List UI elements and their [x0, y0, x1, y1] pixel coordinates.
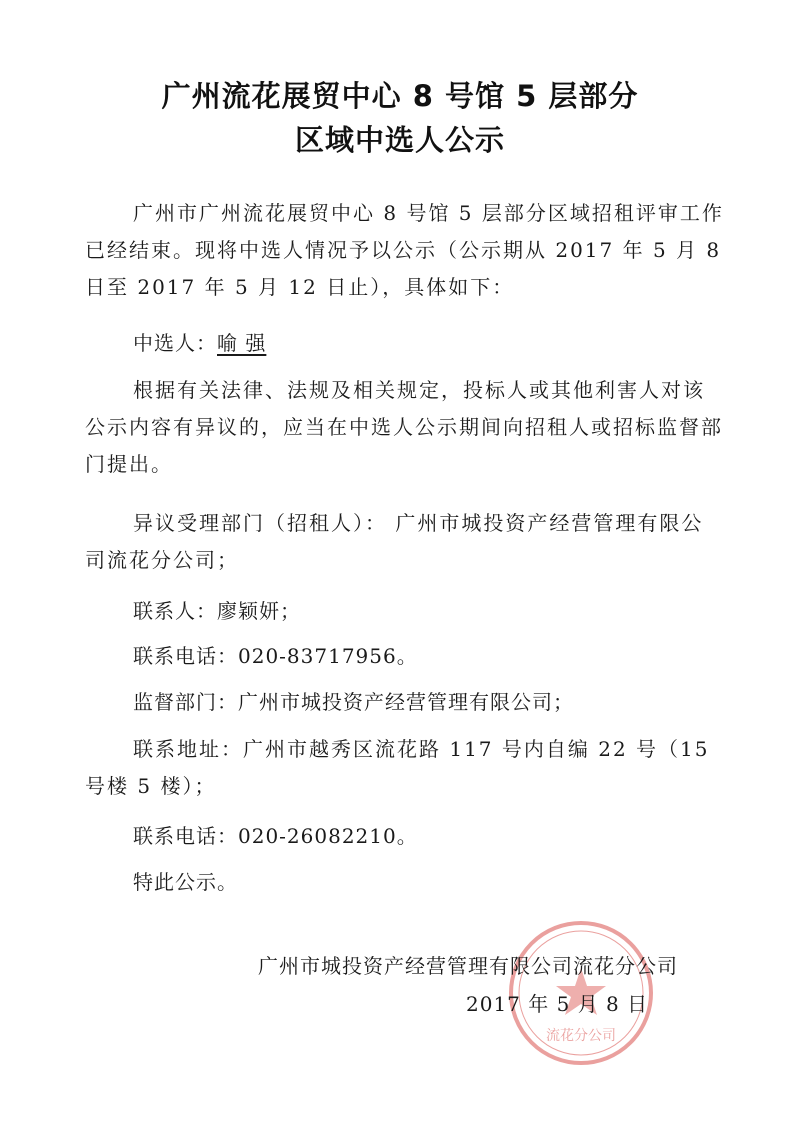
signature-organization: 广州市城投资产经营管理有限公司流花分公司 — [258, 954, 678, 978]
svg-text:流花分公司: 流花分公司 — [546, 1028, 616, 1044]
supervisor-department: 监督部门：广州市城投资产经营管理有限公司； — [133, 690, 574, 714]
contact-person: 联系人：廖颖妍； — [133, 599, 301, 623]
winner-line — [133, 325, 266, 362]
closing-remark: 特此公示。 — [133, 870, 238, 894]
contact-phone-1: 联系电话：020-83717956。 — [133, 644, 418, 668]
document-title-line-2: 区域中选人公示 — [294, 123, 505, 157]
contact-phone-2: 联系电话：020-26082210。 — [133, 824, 418, 848]
intro-paragraph: 广州市广州流花展贸中心 8 号馆 5 层部分区域招租评审工作已经结束。现将中选人情况予以公示（公示期从 2017 年 5 月 8 日至 2017 年 5 月 12 日止），具体如下： — [85, 201, 724, 299]
objection-department-paragraph: 异议受理部门（招租人）： 广州市城投资产经营管理有限公司流花分公司； — [85, 511, 704, 572]
signature-date: 2017 年 5 月 8 日 — [466, 992, 649, 1016]
objection-paragraph: 根据有关法律、法规及相关规定，投标人或其他利害人对该公示内容有异议的，应当在中选人公示期间向招租人或招标监督部门提出。 — [85, 378, 723, 476]
winner-name: 喻 强 — [217, 331, 267, 355]
document-title-line-1: 广州流花展贸中心 8 号馆 5 层部分 — [161, 79, 639, 113]
contact-address: 联系地址：广州市越秀区流花路 117 号内自编 22 号（15 号楼 5 楼）； — [85, 737, 710, 798]
winner-label: 中选人： — [133, 331, 217, 355]
